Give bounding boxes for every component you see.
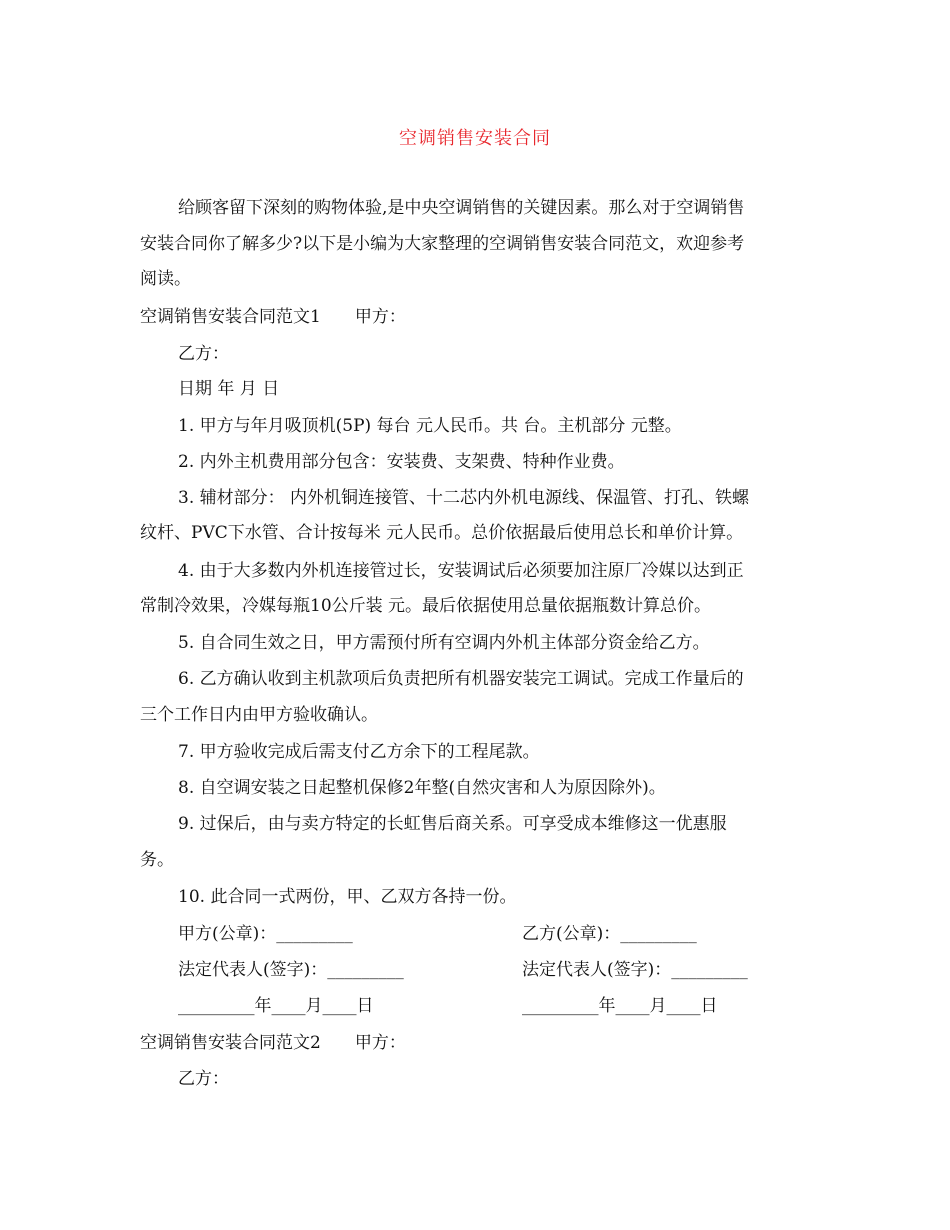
clause-line: 3. 辅材部分： 内外机铜连接管、十二芯内外机电源线、保温管、打孔、铁螺 — [178, 488, 750, 508]
party-b-seal: 乙方(公章)：_________ — [522, 924, 697, 944]
date-line: 日期 年 月 日 — [178, 379, 280, 399]
party-b-label: 乙方： — [178, 1069, 229, 1089]
clause-line: 5. 自合同生效之日，甲方需预付所有空调内外机主体部分资金给乙方。 — [178, 633, 710, 653]
clause-line: 10. 此合同一式两份，甲、乙双方各持一份。 — [178, 887, 517, 907]
clause-line: 8. 自空调安装之日起整机保修2年整(自然灾害和人为原因除外)。 — [178, 778, 666, 798]
clause-line: 9. 过保后，由与卖方特定的长虹售后商关系。可享受成本维修这一优惠服 — [178, 814, 727, 834]
clause-line: 1. 甲方与年月吸顶机(5P) 每台 元人民币。共 台。主机部分 元整。 — [178, 416, 682, 436]
party-b-representative: 法定代表人(签字)：_________ — [522, 960, 748, 980]
clause-line: 7. 甲方验收完成后需支付乙方余下的工程尾款。 — [178, 742, 540, 762]
clause-line: 三个工作日内由甲方验收确认。 — [140, 705, 378, 725]
clause-line: 常制冷效果，冷媒每瓶10公斤装 元。最后依据使用总量依据瓶数计算总价。 — [140, 596, 712, 616]
clause-line: 纹杆、PVC下水管、合计按每米 元人民币。总价依据最后使用总长和单价计算。 — [140, 523, 744, 543]
party-b-label: 乙方： — [178, 344, 229, 364]
clause-line: 6. 乙方确认收到主机款项后负责把所有机器安装完工调试。完成工作量后的 — [178, 669, 744, 689]
clause-line: 4. 由于大多数内外机连接管过长，安装调试后必须要加注原厂冷媒以达到正 — [178, 561, 744, 581]
intro-line: 安装合同你了解多少?以下是小编为大家整理的空调销售安装合同范文，欢迎参考 — [140, 234, 745, 254]
party-a-representative: 法定代表人(签字)：_________ — [178, 960, 404, 980]
intro-line: 阅读。 — [140, 269, 191, 289]
party-a-date: _________年____月____日 — [178, 996, 374, 1016]
section2-heading: 空调销售安装合同范文2 甲方： — [140, 1033, 406, 1053]
section1-heading: 空调销售安装合同范文1 甲方： — [140, 307, 406, 327]
clause-line: 2. 内外主机费用部分包含：安装费、支架费、特种作业费。 — [178, 452, 625, 472]
clause-line: 务。 — [140, 850, 174, 870]
document-title: 空调销售安装合同 — [399, 128, 551, 149]
party-b-date: _________年____月____日 — [522, 996, 718, 1016]
party-a-seal: 甲方(公章)：_________ — [178, 924, 353, 944]
intro-line: 给顾客留下深刻的购物体验,是中央空调销售的关键因素。那么对于空调销售 — [178, 198, 745, 218]
